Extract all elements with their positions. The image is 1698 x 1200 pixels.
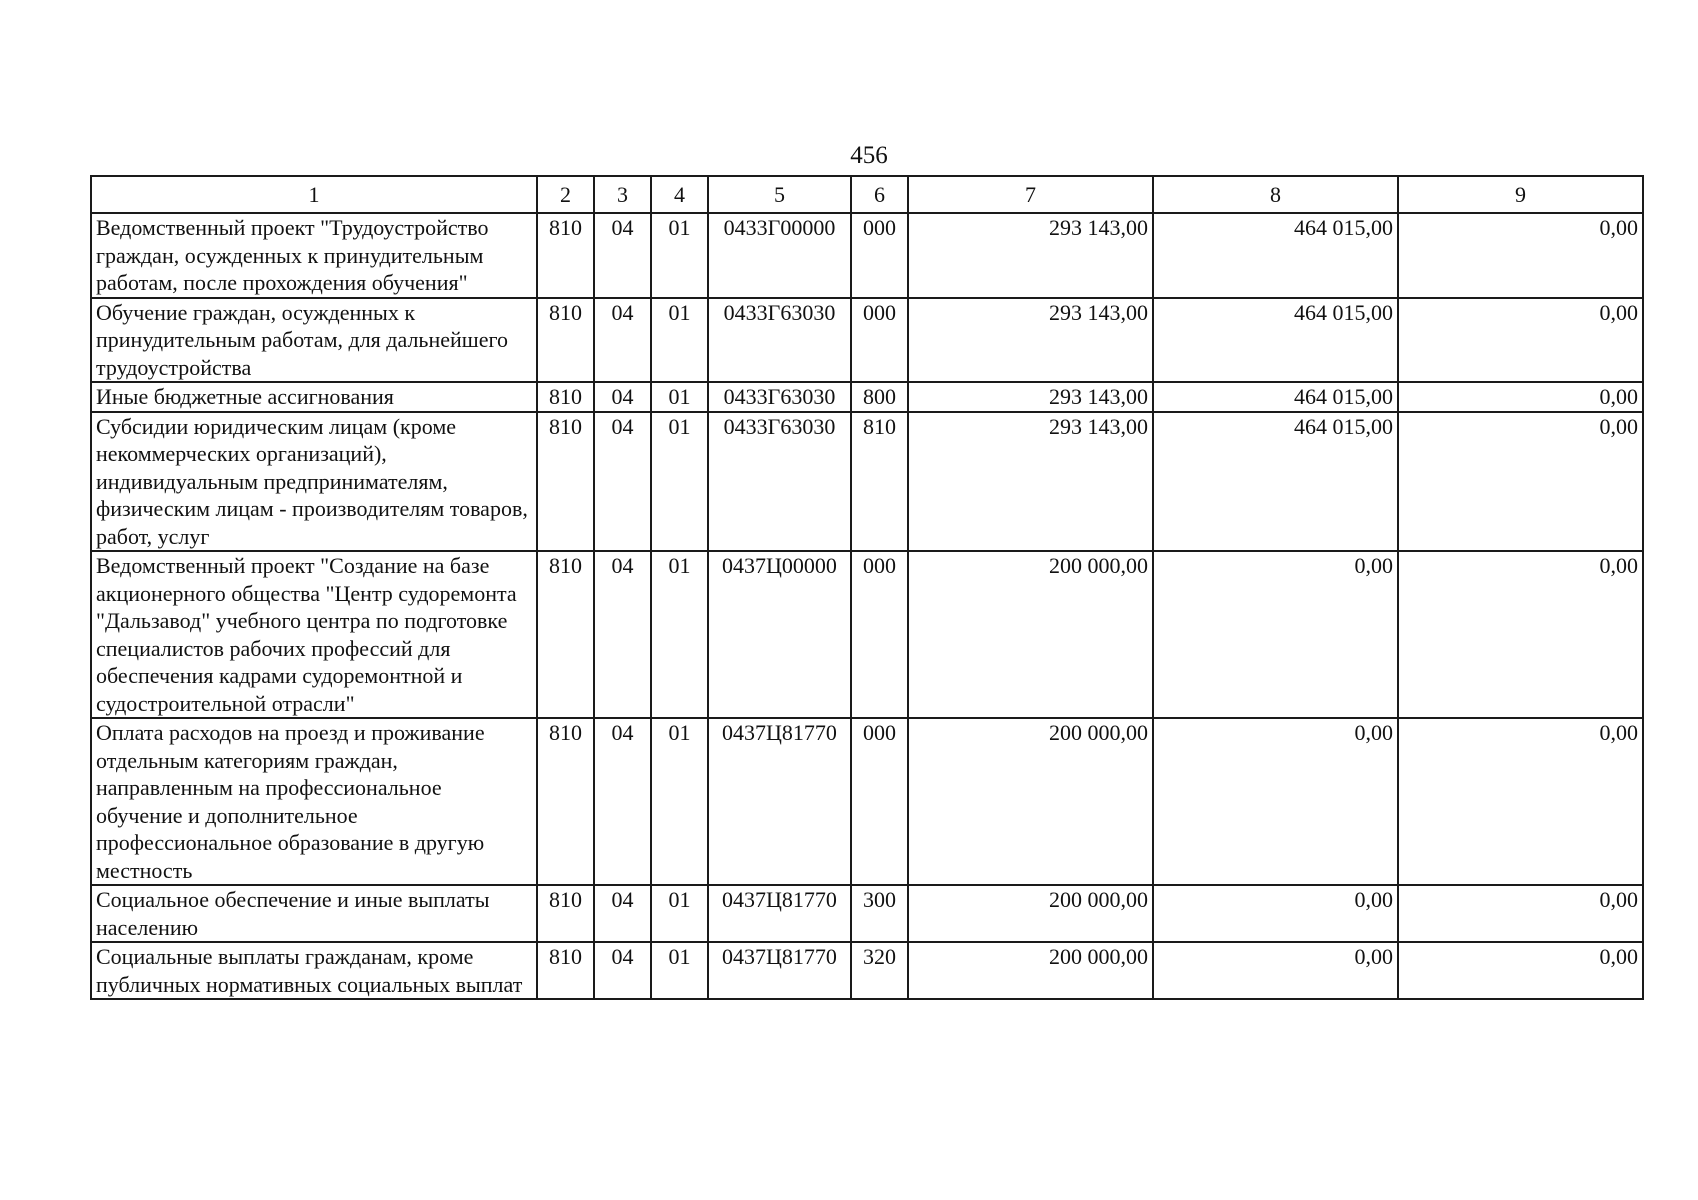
table-row	[91, 382, 1643, 412]
column-header: 2	[537, 176, 594, 213]
section-code: 04	[594, 942, 651, 999]
amount-col8: 0,00	[1153, 942, 1398, 999]
table-row	[91, 298, 1643, 383]
section-code: 04	[594, 551, 651, 718]
section-code: 04	[594, 718, 651, 885]
amount-col9: 0,00	[1398, 885, 1643, 942]
target-article-code: 0433Г63030	[708, 298, 851, 383]
amount-col8: 0,00	[1153, 551, 1398, 718]
table-row	[91, 885, 1643, 942]
amount-col7: 293 143,00	[908, 298, 1153, 383]
amount-col8: 0,00	[1153, 885, 1398, 942]
table-row	[91, 412, 1643, 552]
amount-col9: 0,00	[1398, 298, 1643, 383]
header-row	[91, 176, 1643, 213]
row-name: Социальные выплаты гражданам, кроме публичных нормативных социальных выплат	[91, 942, 537, 999]
subsection-code: 01	[651, 551, 708, 718]
expense-type-code: 810	[851, 412, 908, 552]
section-code: 04	[594, 298, 651, 383]
ministry-code: 810	[537, 382, 594, 412]
target-article-code: 0437Ц81770	[708, 885, 851, 942]
table-row	[91, 718, 1643, 885]
expense-type-code: 000	[851, 718, 908, 885]
ministry-code: 810	[537, 551, 594, 718]
subsection-code: 01	[651, 412, 708, 552]
subsection-code: 01	[651, 942, 708, 999]
ministry-code: 810	[537, 412, 594, 552]
column-header: 9	[1398, 176, 1643, 213]
target-article-code: 0433Г63030	[708, 412, 851, 552]
ministry-code: 810	[537, 885, 594, 942]
table-row	[91, 942, 1643, 999]
subsection-code: 01	[651, 885, 708, 942]
column-header: 3	[594, 176, 651, 213]
expense-type-code: 800	[851, 382, 908, 412]
amount-col9: 0,00	[1398, 551, 1643, 718]
amount-col7: 200 000,00	[908, 885, 1153, 942]
amount-col9: 0,00	[1398, 412, 1643, 552]
subsection-code: 01	[651, 382, 708, 412]
amount-col8: 464 015,00	[1153, 382, 1398, 412]
section-code: 04	[594, 382, 651, 412]
page-number: 456	[850, 142, 888, 169]
subsection-code: 01	[651, 213, 708, 298]
amount-col9: 0,00	[1398, 718, 1643, 885]
section-code: 04	[594, 213, 651, 298]
row-name: Социальное обеспечение и иные выплаты населению	[91, 885, 537, 942]
expense-type-code: 320	[851, 942, 908, 999]
row-name: Оплата расходов на проезд и проживание отдельным категориям граждан, направленным на профессиональное обучение и дополнительное профессиональное образование в другую местность	[91, 718, 537, 885]
table-row	[91, 551, 1643, 718]
column-header: 6	[851, 176, 908, 213]
amount-col8: 464 015,00	[1153, 412, 1398, 552]
subsection-code: 01	[651, 718, 708, 885]
target-article-code: 0437Ц00000	[708, 551, 851, 718]
target-article-code: 0433Г00000	[708, 213, 851, 298]
section-code: 04	[594, 885, 651, 942]
column-header: 7	[908, 176, 1153, 213]
row-name: Ведомственный проект "Создание на базе акционерного общества "Центр судоремонта "Дальзавод" учебного центра по подготовке специалистов рабочих профессий для обеспечения кадрами судоремонтной и судостроительной отрасли"	[91, 551, 537, 718]
row-name: Субсидии юридическим лицам (кроме некоммерческих организаций), индивидуальным предпринимателям, физическим лицам - производителям товаров, работ, услуг	[91, 412, 537, 552]
budget-table	[90, 175, 1644, 1000]
amount-col8: 464 015,00	[1153, 298, 1398, 383]
amount-col9: 0,00	[1398, 213, 1643, 298]
column-header: 1	[91, 176, 537, 213]
amount-col7: 200 000,00	[908, 551, 1153, 718]
amount-col7: 200 000,00	[908, 718, 1153, 885]
expense-type-code: 000	[851, 298, 908, 383]
ministry-code: 810	[537, 942, 594, 999]
subsection-code: 01	[651, 298, 708, 383]
expense-type-code: 300	[851, 885, 908, 942]
row-name: Ведомственный проект "Трудоустройство граждан, осужденных к принудительным работам, после прохождения обучения"	[91, 213, 537, 298]
column-header: 5	[708, 176, 851, 213]
expense-type-code: 000	[851, 213, 908, 298]
amount-col7: 293 143,00	[908, 382, 1153, 412]
column-header: 4	[651, 176, 708, 213]
column-header: 8	[1153, 176, 1398, 213]
row-name: Обучение граждан, осужденных к принудительным работам, для дальнейшего трудоустройства	[91, 298, 537, 383]
target-article-code: 0433Г63030	[708, 382, 851, 412]
ministry-code: 810	[537, 718, 594, 885]
target-article-code: 0437Ц81770	[708, 718, 851, 885]
amount-col9: 0,00	[1398, 942, 1643, 999]
amount-col7: 293 143,00	[908, 213, 1153, 298]
amount-col7: 200 000,00	[908, 942, 1153, 999]
section-code: 04	[594, 412, 651, 552]
amount-col8: 464 015,00	[1153, 213, 1398, 298]
expense-type-code: 000	[851, 551, 908, 718]
amount-col9: 0,00	[1398, 382, 1643, 412]
amount-col7: 293 143,00	[908, 412, 1153, 552]
target-article-code: 0437Ц81770	[708, 942, 851, 999]
table-row	[91, 213, 1643, 298]
ministry-code: 810	[537, 213, 594, 298]
row-name: Иные бюджетные ассигнования	[91, 382, 537, 412]
amount-col8: 0,00	[1153, 718, 1398, 885]
ministry-code: 810	[537, 298, 594, 383]
